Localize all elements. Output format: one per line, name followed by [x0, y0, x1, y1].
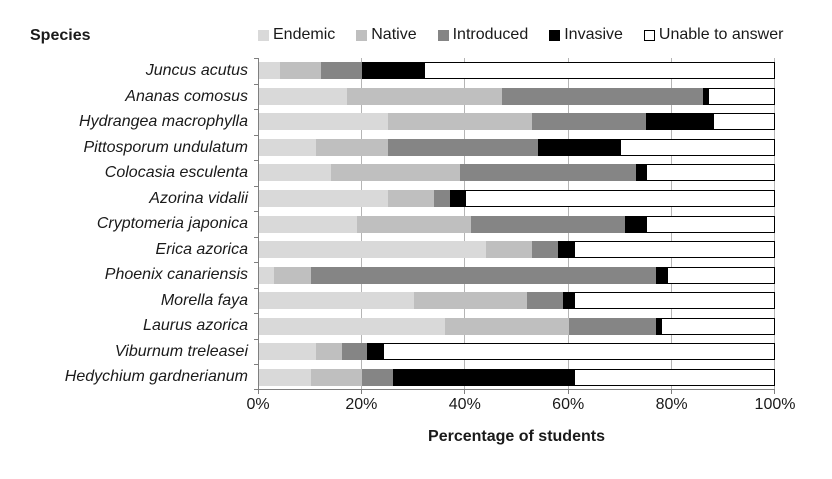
bar-segment-endemic: [259, 113, 388, 130]
x-axis-tick: [774, 390, 775, 394]
y-axis-tick: [254, 84, 258, 85]
y-axis-tick: [254, 135, 258, 136]
plot-area: [258, 58, 775, 390]
bar-row-morella-faya: [259, 292, 775, 309]
bar-segment-native: [316, 139, 388, 156]
bar-segment-invasive: [393, 369, 574, 386]
legend-item-native: [356, 26, 416, 44]
bar-segment-invasive: [646, 113, 713, 130]
bar-segment-introduced: [502, 88, 703, 105]
bar-row-pittosporum-undulatum: [259, 139, 775, 156]
y-axis-tick: [254, 109, 258, 110]
legend-item-unable-to-answer: [644, 26, 784, 44]
x-tick-label-80: 80%: [655, 396, 688, 413]
y-axis-tick: [254, 186, 258, 187]
x-axis-tick: [568, 390, 569, 394]
bar-segment-introduced: [362, 369, 393, 386]
species-label-morella-faya: Morella faya: [160, 291, 248, 309]
bar-segment-endemic: [259, 241, 486, 258]
x-axis-tick: [464, 390, 465, 394]
legend-item-endemic: [258, 26, 335, 44]
species-label-ananas-comosus: Ananas comosus: [125, 87, 248, 105]
bar-segment-native: [331, 164, 460, 181]
y-axis-title: Species: [30, 27, 91, 44]
bar-segment-introduced: [388, 139, 538, 156]
y-axis-tick: [254, 211, 258, 212]
bar-segment-unable-to-answer: [424, 62, 775, 79]
bar-segment-native: [274, 267, 310, 284]
bar-segment-invasive: [558, 241, 573, 258]
bar-row-ananas-comosus: [259, 88, 775, 105]
species-label-azorina-vidalii: Azorina vidalii: [149, 189, 248, 207]
bar-segment-endemic: [259, 216, 357, 233]
x-tick-label-60: 60%: [552, 396, 585, 413]
bar-segment-introduced: [532, 241, 558, 258]
bar-segment-invasive: [538, 139, 621, 156]
bar-segment-introduced: [527, 292, 563, 309]
species-label-colocasia-esculenta: Colocasia esculenta: [104, 164, 248, 182]
legend-swatch-icon: [258, 30, 269, 41]
x-axis-title: Percentage of students: [428, 428, 605, 445]
bar-segment-native: [414, 292, 528, 309]
y-axis-tick: [254, 364, 258, 365]
y-axis-tick: [254, 288, 258, 289]
x-tick-label-100: 100%: [754, 396, 796, 413]
y-axis-tick: [254, 262, 258, 263]
species-label-phoenix-canariensis: Phoenix canariensis: [104, 266, 248, 284]
bar-segment-introduced: [434, 190, 449, 207]
x-axis-tick: [361, 390, 362, 394]
x-axis-tick: [671, 390, 672, 394]
bar-segment-invasive: [367, 343, 382, 360]
species-label-pittosporum-undulatum: Pittosporum undulatum: [83, 138, 248, 156]
bar-segment-unable-to-answer: [661, 318, 775, 335]
bar-segment-endemic: [259, 343, 316, 360]
bar-segment-endemic: [259, 164, 331, 181]
bar-segment-native: [357, 216, 471, 233]
bar-segment-endemic: [259, 88, 347, 105]
y-axis-tick: [254, 313, 258, 314]
bar-row-azorina-vidalii: [259, 190, 775, 207]
bar-segment-unable-to-answer: [708, 88, 775, 105]
species-label-hydrangea-macrophylla: Hydrangea macrophylla: [79, 113, 248, 131]
legend-item-invasive: [549, 26, 623, 44]
bar-segment-native: [280, 62, 321, 79]
bar-row-phoenix-canariensis: [259, 267, 775, 284]
bar-segment-introduced: [569, 318, 657, 335]
bar-segment-unable-to-answer: [620, 139, 775, 156]
bar-segment-invasive: [450, 190, 465, 207]
bar-row-juncus-acutus: [259, 62, 775, 79]
bar-segment-native: [311, 369, 363, 386]
species-label-viburnum-treleasei: Viburnum treleasei: [114, 342, 248, 360]
y-axis-tick: [254, 339, 258, 340]
bar-row-viburnum-treleasei: [259, 343, 775, 360]
legend-label: Introduced: [452, 26, 529, 43]
x-axis-tick-labels: [246, 396, 796, 416]
bar-segment-unable-to-answer: [646, 216, 775, 233]
x-tick-label-20: 20%: [345, 396, 378, 413]
legend-label: Endemic: [273, 26, 336, 43]
bar-segment-endemic: [259, 139, 316, 156]
legend-swatch-icon: [438, 30, 449, 41]
bar-row-hedychium-gardnerianum: [259, 369, 775, 386]
bar-segment-introduced: [460, 164, 635, 181]
bar-segment-native: [486, 241, 532, 258]
x-axis-tick: [258, 390, 259, 394]
bar-segment-invasive: [362, 62, 424, 79]
legend-label: Native: [371, 26, 417, 43]
species-label-laurus-azorica: Laurus azorica: [143, 317, 248, 335]
category-labels: [0, 58, 248, 390]
bar-segment-unable-to-answer: [713, 113, 775, 130]
bar-segment-native: [388, 113, 532, 130]
bar-segment-native: [347, 88, 502, 105]
species-label-juncus-acutus: Juncus acutus: [145, 62, 248, 79]
bar-row-hydrangea-macrophylla: [259, 113, 775, 130]
bar-segment-introduced: [342, 343, 368, 360]
bar-segment-unable-to-answer: [574, 292, 775, 309]
bar-segment-introduced: [532, 113, 646, 130]
bar-segment-unable-to-answer: [574, 241, 775, 258]
bar-segment-endemic: [259, 369, 311, 386]
bar-segment-invasive: [636, 164, 646, 181]
x-tick-label-40: 40%: [448, 396, 481, 413]
bar-row-erica-azorica: [259, 241, 775, 258]
species-label-cryptomeria-japonica: Cryptomeria japonica: [96, 215, 248, 233]
bar-row-laurus-azorica: [259, 318, 775, 335]
bar-segment-native: [445, 318, 569, 335]
bar-segment-native: [388, 190, 434, 207]
bar-segment-endemic: [259, 318, 445, 335]
bar-segment-introduced: [321, 62, 362, 79]
y-axis-tick: [254, 160, 258, 161]
bar-segment-unable-to-answer: [465, 190, 775, 207]
x-tick-label-0: 0%: [246, 396, 270, 413]
bar-segment-introduced: [311, 267, 657, 284]
bar-segment-endemic: [259, 190, 388, 207]
legend-swatch-icon: [549, 30, 560, 41]
bar-segment-endemic: [259, 267, 274, 284]
legend-label: Unable to answer: [658, 26, 784, 43]
bar-row-colocasia-esculenta: [259, 164, 775, 181]
bar-segment-introduced: [471, 216, 626, 233]
bar-segment-invasive: [656, 267, 666, 284]
bar-segment-invasive: [625, 216, 646, 233]
bar-segment-unable-to-answer: [574, 369, 775, 386]
y-axis-tick: [254, 389, 258, 390]
species-label-hedychium-gardnerianum: Hedychium gardnerianum: [64, 368, 248, 386]
bar-segment-endemic: [259, 62, 280, 79]
species-label-erica-azorica: Erica azorica: [155, 240, 248, 258]
y-axis-tick: [254, 58, 258, 59]
bar-row-cryptomeria-japonica: [259, 216, 775, 233]
bar-segment-unable-to-answer: [667, 267, 775, 284]
bar-segment-invasive: [563, 292, 573, 309]
legend-item-introduced: [438, 26, 529, 44]
legend: [258, 26, 818, 44]
y-axis-tick: [254, 237, 258, 238]
bar-segment-unable-to-answer: [646, 164, 775, 181]
legend-swatch-icon: [356, 30, 367, 41]
legend-label: Invasive: [564, 26, 623, 43]
legend-swatch-icon: [644, 30, 655, 41]
bar-segment-endemic: [259, 292, 414, 309]
bar-segment-unable-to-answer: [383, 343, 775, 360]
bar-segment-native: [316, 343, 342, 360]
